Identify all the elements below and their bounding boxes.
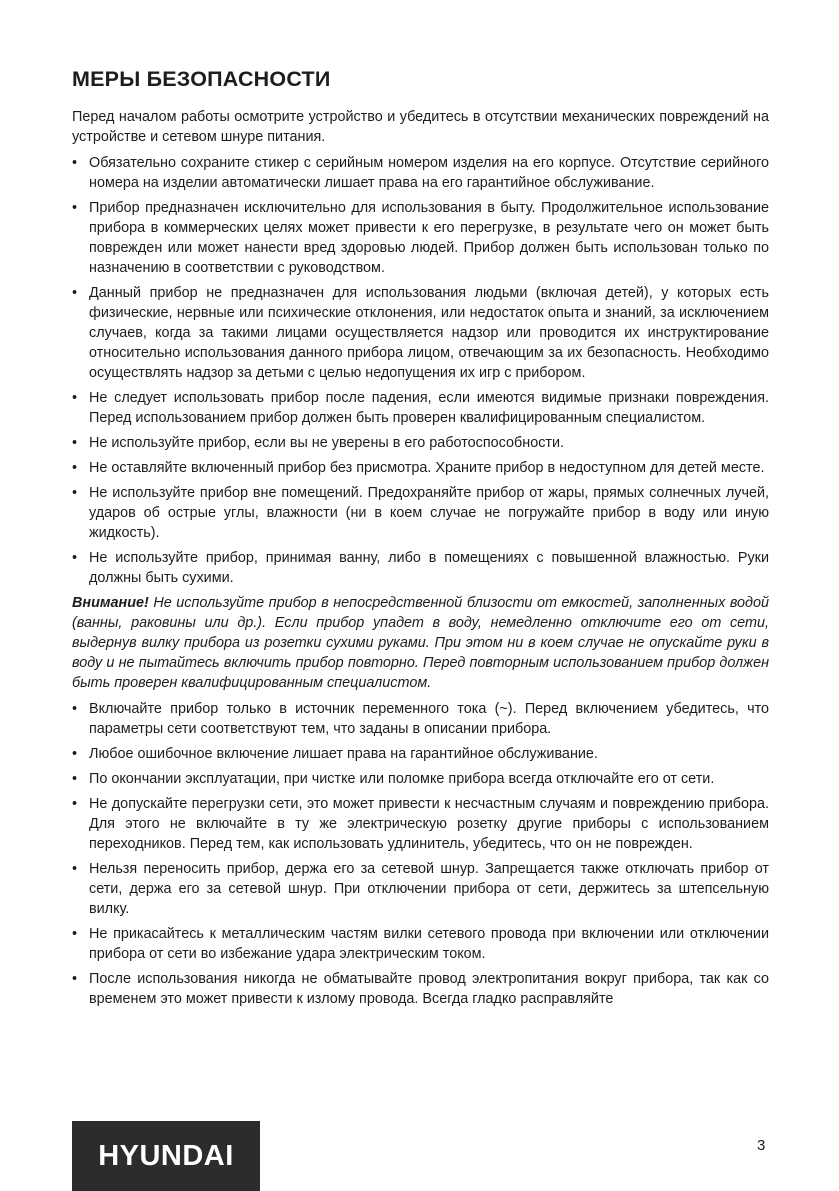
list-item [72,744,769,764]
list-item-text: Не прикасайтесь к металлическим частям вилки сетевого провода при включении или отключении прибора от сети во избежание удара электрическим током. [89,926,769,962]
list-item-text: По окончании эксплуатации, при чистке или поломке прибора всегда отключайте его от сети. [89,771,715,787]
list-item-text: Не следует использовать прибор после падения, если имеются видимые признаки повреждения. Перед использованием прибор должен быть проверен квалифицированным специалистом. [89,390,769,426]
bullet: • [72,771,78,787]
warning-paragraph [72,593,769,693]
list-item-text: Не используйте прибор вне помещений. Предохраняйте прибор от жары, прямых солнечных лучей, ударов об острые углы, влажности (ни в коем случае не погружайте прибор в воду или иную жидкость). [89,485,769,541]
list-item-text: Не используйте прибор, если вы не уверены в его работоспособности. [89,435,565,451]
document-body [72,107,769,1009]
document-page [72,66,769,1014]
warning-text: Не используйте прибор в непосредственной близости от емкостей, заполненных водой (ванны, раковины или др.). Если прибор упадет в воду, немедленно отключите его от сети, выдернув вилку прибора из розетки сухими руками. При этом ни в коем случае не опускайте руки в воду и не пытайтесь включить прибор повторно. Перед повторным использованием прибор должен быть проверен квалифицированным специалистом. [72,595,769,691]
list-item [72,283,769,383]
list-item-text: После использования никогда не обматывайте провод электропитания вокруг прибора, так как со временем это может привести к излому провода. Всегда гладко расправляйте [89,971,769,1007]
list-item [72,924,769,964]
list-item-text: Включайте прибор только в источник переменного тока (~). Перед включением убедитесь, что параметры сети соответствуют тем, что заданы в описании прибора. [89,701,769,737]
bullet: • [72,155,78,171]
page-number: 3 [757,1137,766,1154]
bullet: • [72,926,78,942]
bullet: • [72,550,78,566]
list-item [72,198,769,278]
safety-list-2 [72,699,769,1009]
list-item [72,699,769,739]
list-item [72,769,769,789]
brand-logo [72,1121,260,1191]
list-item-text: Не используйте прибор, принимая ванну, либо в помещениях с повышенной влажностью. Руки должны быть сухими. [89,550,769,586]
list-item [72,433,769,453]
bullet: • [72,971,78,987]
list-item-text: Не допускайте перегрузки сети, это может привести к несчастным случаям и повреждению прибора. Для этого не включайте в ту же электрическую розетку другие приборы с использованием переходников. Перед тем, как использовать удлинитель, убедитесь, что он не поврежден. [89,796,769,852]
list-item-text: Не оставляйте включенный прибор без присмотра. Храните прибор в недоступном для детей месте. [89,460,765,476]
list-item [72,153,769,193]
list-item [72,548,769,588]
list-item [72,859,769,919]
bullet: • [72,746,78,762]
warning-lead: Внимание! [72,595,149,611]
list-item [72,483,769,543]
list-item [72,794,769,854]
bullet: • [72,701,78,717]
bullet: • [72,200,78,216]
intro-paragraph: Перед началом работы осмотрите устройство и убедитесь в отсутствии механических повреждений на устройстве и сетевом шнуре питания. [72,109,769,145]
bullet: • [72,460,78,476]
list-item-text: Прибор предназначен исключительно для использования в быту. Продолжительное использование прибора в коммерческих целях может привести к его перегрузке, в результате чего он может быть поврежден или может нанести вред здоровью людей. Прибор должен быть использован только по назначению в соответствии с руководством. [89,200,769,276]
list-item-text: Нельзя переносить прибор, держа его за сетевой шнур. Запрещается также отключать прибор от сети, держа его за сетевой шнур. При отключении прибора от сети, держитесь за штепсельную вилку. [89,861,769,917]
list-item-text: Любое ошибочное включение лишает права на гарантийное обслуживание. [89,746,598,762]
page-title: МЕРЫ БЕЗОПАСНОСТИ [72,67,331,91]
brand-logo-text: HYUNDAI [98,1139,234,1172]
bullet: • [72,285,78,301]
list-item-text: Данный прибор не предназначен для использования людьми (включая детей), у которых есть физические, нервные или психические отклонения, или недостаток опыта и знаний, за исключением случаев, когда за такими лицами осуществляется надзор или проводится их инструктирование относительно использования данного прибора лицом, отвечающим за их безопасность. Необходимо осуществлять надзор за детьми с целью недопущения их игр с прибором. [89,285,769,381]
list-item [72,388,769,428]
bullet: • [72,796,78,812]
bullet: • [72,435,78,451]
list-item-text: Обязательно сохраните стикер с серийным номером изделия на его корпусе. Отсутствие серийного номера на изделии автоматически лишает права на его гарантийное обслуживание. [89,155,769,191]
bullet: • [72,390,78,406]
safety-list-1 [72,153,769,588]
bullet: • [72,861,78,877]
list-item [72,969,769,1009]
list-item [72,458,769,478]
bullet: • [72,485,78,501]
